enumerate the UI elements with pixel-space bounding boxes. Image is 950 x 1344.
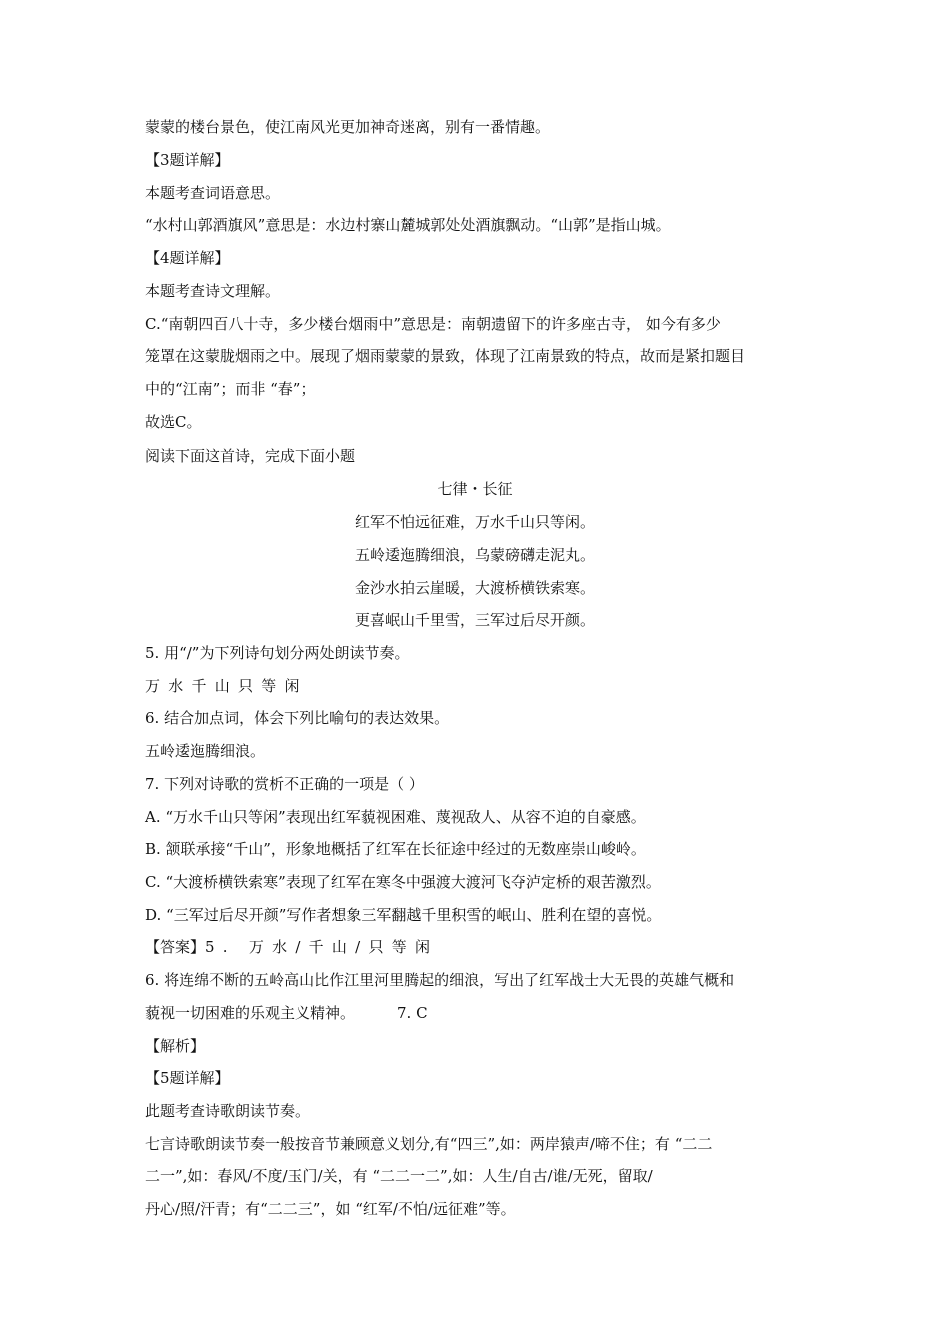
- poem-line: 更喜岷山千里雪，三军过后尽开颜。: [354, 611, 595, 629]
- answer-label: 【答案】: [145, 938, 206, 956]
- question-6: 6. 结合加点词，体会下列比喻句的表达效果。: [145, 709, 450, 727]
- text-line: 中的“江南”；而非 “春”；: [145, 380, 316, 398]
- option-c: C. “大渡桥横铁索寒”表现了红军在寒冬中强渡大渡河飞夺泸定桥的艰苦激烈。: [145, 873, 661, 891]
- poem-title: 七律・长征: [437, 480, 513, 498]
- text-line: 此题考查诗歌朗读节奏。: [145, 1102, 311, 1120]
- poem-line: 金沙水拍云崖暖，大渡桥横铁索寒。: [354, 579, 595, 597]
- text-line: 阅读下面这首诗，完成下面小题: [145, 447, 356, 465]
- text-line: 二一”,如：春风/不度/玉门/关，有 “二二一二”,如：人生/自古/谁/无死，留取/: [145, 1167, 653, 1185]
- text-line: C.“南朝四百八十寺，多少楼台烟雨中”意思是：南朝遗留下的许多座古寺， 如今有多少: [145, 315, 721, 333]
- text-line: 丹心/照/汗青；有“二二三”，如 “红军/不怕/远征难”等。: [145, 1200, 516, 1218]
- option-d: D. “三军过后尽开颜”写作者想象三军翻越千里积雪的岷山、胜利在望的喜悦。: [145, 906, 662, 924]
- answer-q7: 7. C: [397, 1004, 428, 1022]
- section-heading: 【3题详解】: [145, 151, 230, 169]
- question-6-text: 五岭逶迤腾细浪。: [145, 742, 266, 760]
- analysis-label: 【解析】: [145, 1037, 206, 1055]
- answer-q6-q7-line: [145, 1003, 428, 1023]
- answer-q6-line2: 藐视一切困难的乐观主义精神。: [145, 1004, 356, 1022]
- text-line: 蒙蒙的楼台景色，使江南风光更加神奇迷离，别有一番情趣。: [145, 118, 551, 136]
- text-line: 故选C。: [145, 413, 202, 431]
- section-heading: 【4题详解】: [145, 249, 230, 267]
- text-line: 七言诗歌朗读节奏一般按音节兼顾意义划分,有“四三”,如：两岸猿声/啼不住；有 “二二: [145, 1135, 713, 1153]
- answer-q5: 5. 万水/千山/只等闲: [205, 938, 439, 956]
- answer-line: [145, 937, 438, 957]
- question-7: 7. 下列对诗歌的赏析不正确的一项是（ ）: [145, 775, 424, 793]
- poem-line: 红军不怕远征难，万水千山只等闲。: [354, 513, 595, 531]
- option-b: B. 颔联承接“千山”，形象地概括了红军在长征途中经过的无数座崇山峻岭。: [145, 840, 646, 858]
- text-line: “水村山郭酒旗风”意思是：水边村寨山麓城郭处处酒旗飘动。“山郭”是指山城。: [145, 216, 671, 234]
- option-a: A. “万水千山只等闲”表现出红军藐视困难、蔑视敌人、从容不迫的自豪感。: [145, 808, 646, 826]
- question-5-text: 万水千山只等闲: [145, 677, 308, 695]
- text-line: 本题考查词语意思。: [145, 184, 281, 202]
- text-line: 笼罩在这蒙胧烟雨之中。展现了烟雨蒙蒙的景致，体现了江南景致的特点，故而是紧扣题目: [145, 347, 746, 365]
- question-5: 5. 用“/”为下列诗句划分两处朗读节奏。: [145, 644, 410, 662]
- poem-line: 五岭逶迤腾细浪，乌蒙磅礴走泥丸。: [354, 546, 595, 564]
- text-line: 本题考查诗文理解。: [145, 282, 281, 300]
- section-heading: 【5题详解】: [145, 1069, 230, 1087]
- answer-q6-line1: 6. 将连绵不断的五岭高山比作江里河里腾起的细浪，写出了红军战士大无畏的英雄气概和: [145, 971, 735, 989]
